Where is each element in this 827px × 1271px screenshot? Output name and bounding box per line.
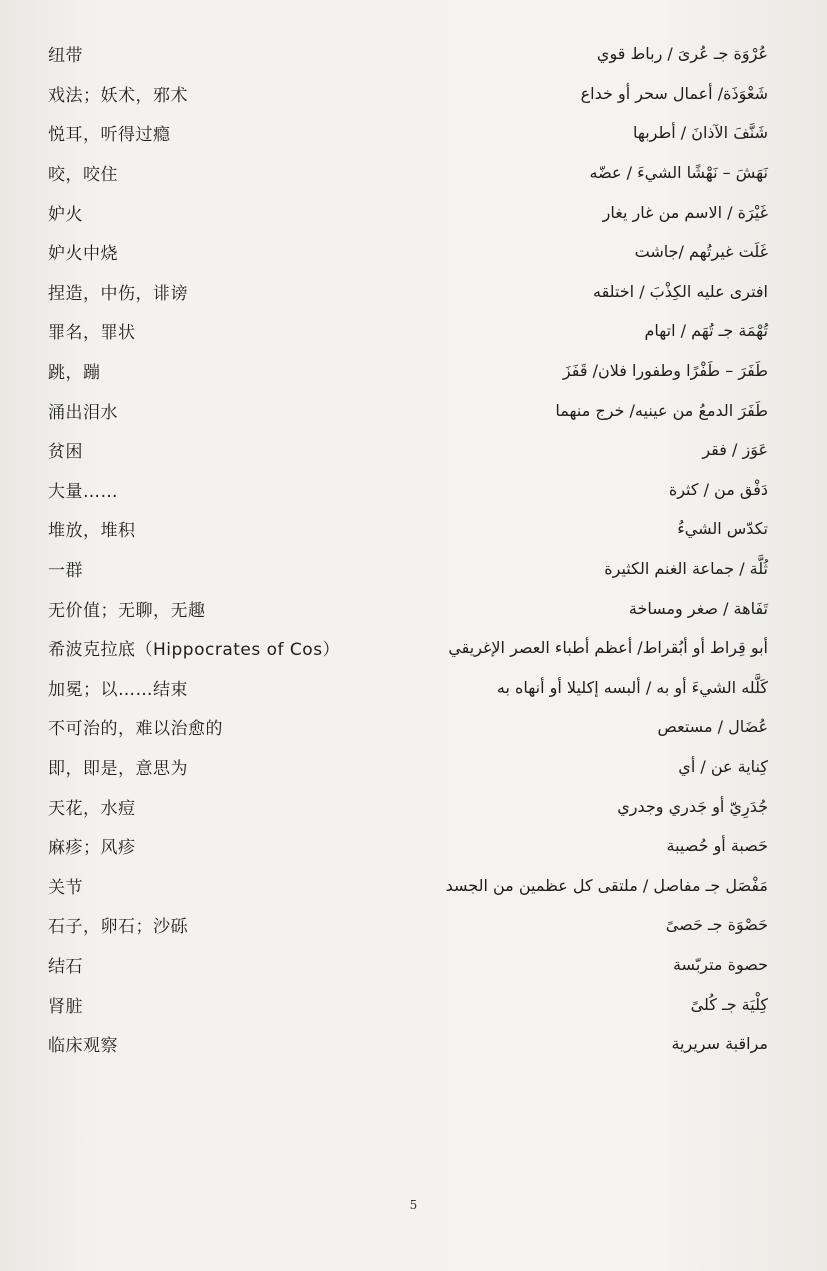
arabic-term: مَفْصَل جـ مفاصل / ملتقى كل عظمين من الجسد <box>445 875 768 895</box>
glossary-entry <box>48 628 768 668</box>
arabic-term: تَفَاهة / صغر ومساخة <box>628 598 768 618</box>
chinese-term: 石子，卵石；沙砾 <box>48 917 188 938</box>
glossary-entry <box>48 668 768 708</box>
arabic-term: كِناية عن / أي <box>678 756 768 776</box>
chinese-term: 希波克拉底（Hippocrates of Cos） <box>48 640 341 661</box>
glossary-entry <box>48 865 768 905</box>
glossary-entry <box>48 588 768 628</box>
chinese-term: 跳，蹦 <box>48 363 101 384</box>
glossary-entry <box>48 1024 768 1064</box>
chinese-term: 堆放，堆积 <box>48 521 136 542</box>
glossary-entry <box>48 470 768 510</box>
arabic-term: غَيْرَة / الاسم من غار يغار <box>602 202 768 222</box>
arabic-term: تكدّس الشيءُ <box>677 519 768 539</box>
glossary-entry <box>48 826 768 866</box>
chinese-term: 罪名，罪状 <box>48 323 136 344</box>
arabic-term: حَصبة أو حُصيبة <box>666 836 768 856</box>
glossary-entry <box>48 747 768 787</box>
arabic-term: تُهْمَة جـ تُهَم / اتهام <box>644 321 768 341</box>
chinese-term: 贫困 <box>48 442 83 463</box>
glossary-entry <box>48 351 768 391</box>
arabic-term: شَنَّفَ الآذانَ / أطربها <box>632 123 768 143</box>
arabic-term: غَلَت غيرتُهم /جاشت <box>634 242 768 262</box>
glossary-entry <box>48 153 768 193</box>
chinese-term: 无价值；无聊，无趣 <box>48 600 206 621</box>
glossary-entry <box>48 549 768 589</box>
arabic-term: ثُلَّة / جماعة الغنم الكثيرة <box>604 559 768 579</box>
arabic-term: عَوَز / فقر <box>702 440 768 460</box>
chinese-term: 天花，水痘 <box>48 798 136 819</box>
glossary-entry <box>48 74 768 114</box>
chinese-term: 捏造，中伤，诽谤 <box>48 283 188 304</box>
chinese-term: 大量…… <box>48 481 118 502</box>
glossary-entry <box>48 984 768 1024</box>
glossary-entry <box>48 34 768 74</box>
chinese-term: 悦耳，听得过瘾 <box>48 125 171 146</box>
arabic-term: مراقبة سريرية <box>671 1034 768 1054</box>
arabic-term: افترى عليه الكِذْبَ / اختلقه <box>592 281 768 301</box>
chinese-term: 关节 <box>48 877 83 898</box>
glossary-entry <box>48 272 768 312</box>
arabic-term: طَفَرَ الدمعُ من عينيه/ خرج منهما <box>555 400 768 420</box>
page-number: 5 <box>409 1198 418 1212</box>
chinese-term: 即，即是，意思为 <box>48 758 188 779</box>
arabic-term: شَعْوَذَة/ أعمال سحر أو خداع <box>580 83 768 103</box>
chinese-term: 肾脏 <box>48 996 83 1017</box>
glossary-entry <box>48 430 768 470</box>
chinese-term: 妒火 <box>48 204 83 225</box>
chinese-term: 麻疹；风疹 <box>48 838 136 859</box>
glossary-entry <box>48 509 768 549</box>
arabic-term: عُضَال / مستعص <box>657 717 768 737</box>
arabic-term: جُدَرِيّ أو جَدري وجدري <box>617 796 768 816</box>
glossary-entry <box>48 905 768 945</box>
glossary-entry <box>48 390 768 430</box>
glossary-entry <box>48 786 768 826</box>
arabic-term: أبو قِراط أو أبُقراط/ أعظم أطباء العصر الإغريقي <box>448 638 768 658</box>
arabic-term: حصوة متربّسة <box>672 954 768 974</box>
chinese-term: 妒火中烧 <box>48 244 118 265</box>
chinese-term: 不可治的，难以治愈的 <box>48 719 223 740</box>
arabic-term: كَلَّله الشيءَ أو به / ألبسه إكليلا أو أنهاه به <box>496 677 768 697</box>
arabic-term: نَهَشَ – نَهْشًا الشيءَ / عضّه <box>589 163 768 183</box>
arabic-term: دَفْق من / كثرة <box>668 479 768 499</box>
arabic-term: حَصْوَة جـ حَصىً <box>665 915 768 935</box>
glossary-entry <box>48 707 768 747</box>
chinese-term: 咬，咬住 <box>48 165 118 186</box>
glossary-entry <box>48 945 768 985</box>
arabic-term: طَفَرَ – طَفْرًا وطفورا فلان/ قَفَزَ <box>562 361 768 381</box>
chinese-term: 一群 <box>48 561 83 582</box>
chinese-term: 纽带 <box>48 46 83 67</box>
glossary-entry <box>48 232 768 272</box>
glossary-entry <box>48 311 768 351</box>
chinese-term: 临床观察 <box>48 1036 118 1057</box>
arabic-term: كِلْيَة جـ كُلىً <box>690 994 768 1014</box>
arabic-term: عُرْوَة جـ عُرىَ / رباط قوي <box>596 44 768 64</box>
glossary-list <box>48 34 768 1063</box>
chinese-term: 加冕；以……结束 <box>48 679 188 700</box>
glossary-entry <box>48 192 768 232</box>
glossary-entry <box>48 113 768 153</box>
chinese-term: 戏法；妖术，邪术 <box>48 85 188 106</box>
chinese-term: 结石 <box>48 956 83 977</box>
chinese-term: 涌出泪水 <box>48 402 118 423</box>
